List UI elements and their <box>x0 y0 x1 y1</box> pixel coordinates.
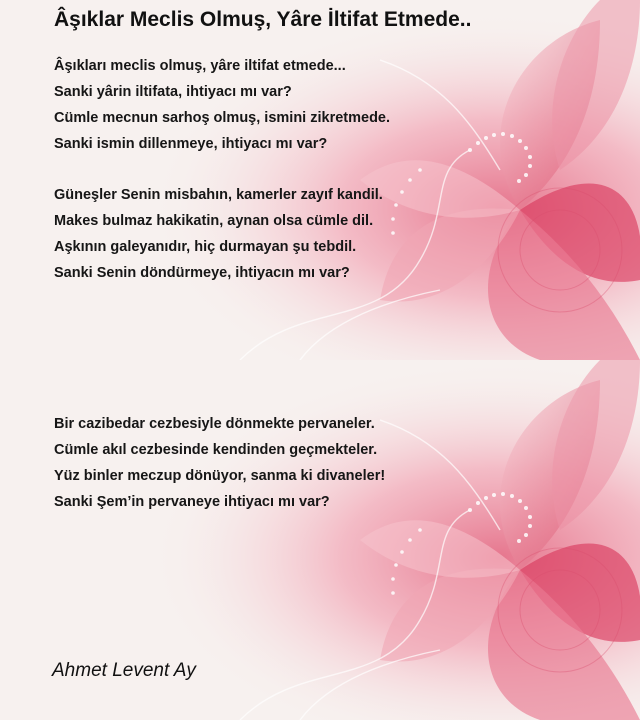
stanza-1 <box>54 53 390 157</box>
poem-line: Sanki yârin iltifata, ihtiyacı mı var? <box>54 84 292 100</box>
poem-line: Sanki Şem’in pervaneye ihtiyacı mı var? <box>54 494 330 510</box>
poem-line: Güneşler Senin misbahın, kamerler zayıf kandil. <box>54 187 383 203</box>
poem-line: Bir cazibedar cezbesiyle dönmekte pervaneler. <box>54 416 375 432</box>
poem-line: Aşkının galeyanıdır, hiç durmayan şu tebdil. <box>54 239 357 255</box>
poem-line: Makes bulmaz hakikatin, aynan olsa cümle dil. <box>54 213 374 229</box>
stanza-3 <box>54 411 385 515</box>
poem-line: Cümle akıl cezbesinde kendinden geçmekteler. <box>54 442 378 458</box>
stanza-2 <box>54 182 383 286</box>
poem-line: Sanki ismin dillenmeye, ihtiyacı mı var? <box>54 136 328 152</box>
poem-author: Ahmet Levent Ay <box>52 660 196 681</box>
poem-line: Yüz binler meczup dönüyor, sanma ki divaneler! <box>54 468 386 484</box>
poem-title: Âşıklar Meclis Olmuş, Yâre İltifat Etmede.. <box>54 8 472 31</box>
poem-line: Âşıkları meclis olmuş, yâre iltifat etmede... <box>54 58 346 74</box>
poem-line: Cümle mecnun sarhoş olmuş, ismini zikretmede. <box>54 110 391 126</box>
poem-line: Sanki Senin döndürmeye, ihtiyacın mı var? <box>54 265 350 281</box>
